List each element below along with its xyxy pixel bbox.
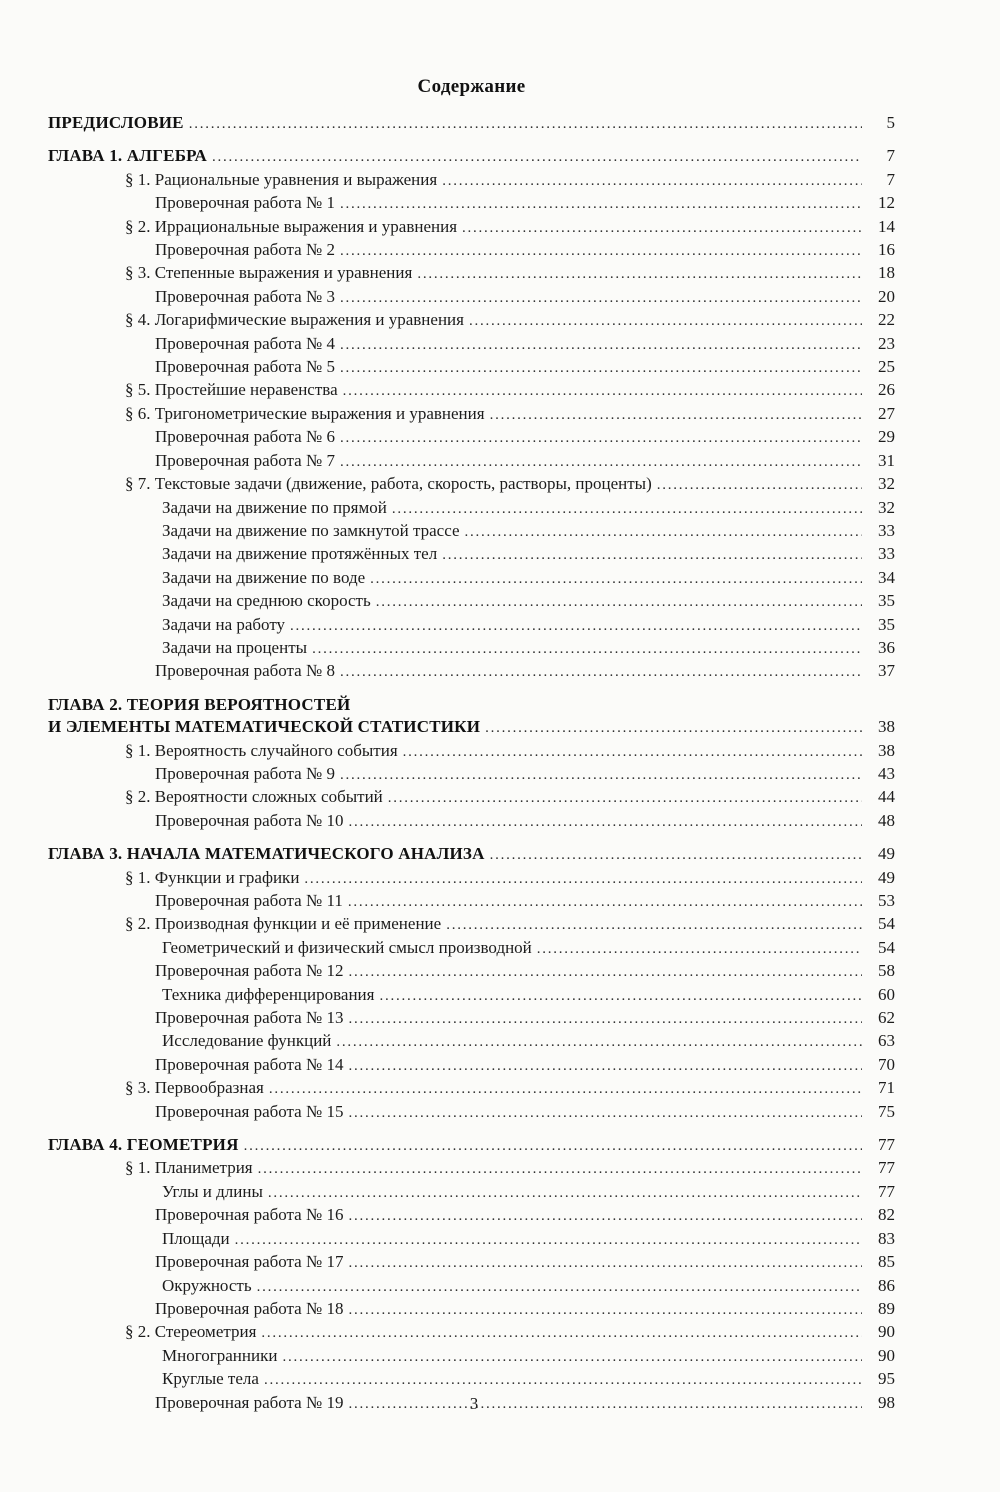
toc-entry <box>48 1321 895 1344</box>
toc-entry-label: ГЛАВА 4. ГЕОМЕТРИЯ <box>48 1135 239 1155</box>
toc-entry-label: Задачи на движение по воде <box>162 567 366 587</box>
dot-leader <box>348 1054 862 1077</box>
table-of-contents <box>48 76 895 1415</box>
toc-entry-page: 35 <box>878 614 895 634</box>
toc-entry-label: § 4. Логарифмические выражения и уравнения <box>125 310 464 330</box>
dot-leader <box>469 309 862 332</box>
toc-entry-page: 95 <box>878 1369 895 1389</box>
toc-entry-label: Задачи на работу <box>162 614 286 634</box>
toc-entry-label: Проверочная работа № 4 <box>155 333 335 353</box>
toc-entry <box>48 1275 895 1298</box>
toc-entry <box>48 1298 895 1321</box>
toc-entry <box>48 567 895 590</box>
toc-entry <box>48 984 895 1007</box>
dot-leader <box>340 450 862 473</box>
toc-entry-label: Проверочная работа № 2 <box>155 240 335 260</box>
toc-entry <box>48 867 895 890</box>
toc-entry-label: Техника дифференцирования <box>162 984 375 1004</box>
toc-entry-label: Проверочная работа № 16 <box>155 1205 344 1225</box>
toc-entry-page: 35 <box>878 591 895 611</box>
toc-entry-page: 37 <box>878 661 895 681</box>
toc-entry-page: 38 <box>878 717 895 737</box>
toc-entry-label: Круглые тела <box>162 1369 259 1389</box>
toc-entry-page: 16 <box>878 240 895 260</box>
toc-entry-page: 5 <box>886 113 895 132</box>
toc-entry-label: Углы и длины <box>162 1181 263 1201</box>
toc-entry-label: Проверочная работа № 14 <box>155 1054 344 1074</box>
toc-entry-page: 89 <box>878 1298 895 1318</box>
dot-leader <box>348 1298 862 1321</box>
toc-entry-page: 82 <box>878 1205 895 1225</box>
toc-entry-page: 29 <box>878 427 895 447</box>
dot-leader <box>485 716 862 739</box>
toc-entry <box>48 660 895 683</box>
toc-entry-page: 86 <box>878 1275 895 1295</box>
toc-entry <box>48 1007 895 1030</box>
toc-entry <box>48 309 895 332</box>
toc-entry <box>48 543 895 566</box>
toc-entry-page: 14 <box>878 216 895 236</box>
toc-entry-page: 62 <box>878 1008 895 1028</box>
toc-entry-label: Площади <box>162 1228 230 1248</box>
toc-entry <box>48 426 895 449</box>
toc-entry-label: § 6. Тригонометрические выражения и уравнения <box>125 403 485 423</box>
dot-leader <box>376 590 862 613</box>
toc-entry-page: 90 <box>878 1322 895 1342</box>
toc-entry-label: Проверочная работа № 1 <box>155 193 335 213</box>
toc-entry-label: Проверочная работа № 13 <box>155 1008 344 1028</box>
toc-entry <box>48 520 895 543</box>
toc-entry-page: 36 <box>878 637 895 657</box>
toc-entry <box>48 356 895 379</box>
toc-entry-page: 71 <box>878 1078 895 1098</box>
toc-entry-page: 25 <box>878 357 895 377</box>
toc-entry-page: 33 <box>878 544 895 564</box>
toc-entry <box>48 1077 895 1100</box>
toc-entry <box>48 1345 895 1368</box>
toc-entry <box>48 333 895 356</box>
dot-leader <box>392 497 862 520</box>
dot-leader <box>348 1204 862 1227</box>
dot-leader <box>340 286 862 309</box>
toc-entry-label: Проверочная работа № 19 <box>155 1392 344 1412</box>
toc-entry-label: § 2. Иррациональные выражения и уравнения <box>125 216 458 236</box>
toc-entry-page: 31 <box>878 450 895 470</box>
toc-entry <box>48 590 895 613</box>
dot-leader <box>312 637 862 660</box>
toc-entry <box>48 763 895 786</box>
toc-entry-page: 77 <box>878 1181 895 1201</box>
toc-entry <box>48 740 895 763</box>
toc-entry <box>48 810 895 833</box>
toc-entry-label: Проверочная работа № 11 <box>155 891 343 910</box>
toc-entry <box>48 403 895 426</box>
dot-leader <box>264 1368 862 1391</box>
toc-entry-label: Проверочная работа № 6 <box>155 427 335 447</box>
dot-leader <box>282 1345 862 1368</box>
toc-entry-label: Геометрический и физический смысл производной <box>162 937 532 957</box>
toc-entry-label: § 3. Степенные выражения и уравнения <box>125 263 413 283</box>
toc-entry-page: 85 <box>878 1252 895 1272</box>
dot-leader <box>379 984 862 1007</box>
toc-entry-page: 22 <box>878 310 895 330</box>
toc-entry-page: 54 <box>878 937 895 957</box>
toc-entry-page: 58 <box>878 961 895 981</box>
toc-entry-page: 12 <box>878 193 895 213</box>
dot-leader <box>268 1181 862 1204</box>
dot-leader <box>212 145 862 168</box>
toc-entry-label: § 1. Рациональные уравнения и выражения <box>125 169 438 189</box>
toc-entry-label: Проверочная работа № 3 <box>155 286 335 306</box>
toc-entry-label: Проверочная работа № 17 <box>155 1252 344 1272</box>
toc-entry-page: 60 <box>878 984 895 1004</box>
toc-entry <box>48 112 895 135</box>
toc-entry-label: § 2. Стереометрия <box>125 1322 257 1342</box>
toc-entry-label: Задачи на движение по прямой <box>162 497 387 517</box>
toc-entry-label: § 5. Простейшие неравенства <box>125 380 338 400</box>
toc-rows <box>48 112 895 1415</box>
toc-entry-page: 38 <box>878 740 895 760</box>
toc-entry <box>48 145 895 168</box>
toc-entry <box>48 450 895 473</box>
toc-entry-label: § 1. Вероятность случайного события <box>125 740 398 760</box>
toc-entry <box>48 1030 895 1053</box>
dot-leader <box>257 1275 862 1298</box>
toc-entry-label: Проверочная работа № 8 <box>155 661 335 681</box>
toc-entry <box>48 890 895 913</box>
dot-leader <box>348 1007 862 1030</box>
toc-entry-continuation <box>48 694 895 716</box>
toc-entry-page: 33 <box>878 520 895 540</box>
dot-leader <box>189 112 862 135</box>
toc-entry-page: 23 <box>878 333 895 353</box>
toc-entry-page: 90 <box>878 1345 895 1365</box>
dot-leader <box>490 403 862 426</box>
toc-entry <box>48 379 895 402</box>
dot-leader <box>348 810 862 833</box>
toc-entry-page: 54 <box>878 914 895 934</box>
toc-entry <box>48 716 895 739</box>
toc-entry-label: Задачи на движение по замкнутой трассе <box>162 520 460 540</box>
toc-entry <box>48 1181 895 1204</box>
dot-leader <box>417 262 862 285</box>
toc-entry-page: 49 <box>878 844 895 864</box>
toc-entry-label: Задачи на проценты <box>162 637 308 657</box>
toc-entry-page: 32 <box>878 497 895 517</box>
toc-entry <box>48 473 895 496</box>
dot-leader <box>235 1228 862 1251</box>
dot-leader <box>340 356 862 379</box>
dot-leader <box>244 1134 862 1157</box>
dot-leader <box>537 937 862 960</box>
toc-entry-label: § 3. Первообразная <box>125 1078 264 1098</box>
dot-leader <box>442 169 862 192</box>
toc-entry-page: 48 <box>878 810 895 830</box>
dot-leader <box>465 520 863 543</box>
dot-leader <box>269 1077 862 1100</box>
toc-entry-page: 77 <box>878 1135 895 1155</box>
toc-entry <box>48 1228 895 1251</box>
toc-entry <box>48 1157 895 1180</box>
dot-leader <box>348 890 862 913</box>
toc-entry-label: Проверочная работа № 15 <box>155 1101 344 1121</box>
toc-entry <box>48 239 895 262</box>
toc-entry-label: Исследование функций <box>162 1031 332 1051</box>
toc-entry <box>48 1251 895 1274</box>
dot-leader <box>340 239 862 262</box>
toc-entry-label: Многогранники <box>162 1345 278 1365</box>
toc-entry-page: 18 <box>878 263 895 283</box>
toc-entry <box>48 286 895 309</box>
toc-entry-label: ГЛАВА 3. НАЧАЛА МАТЕМАТИЧЕСКОГО АНАЛИЗА <box>48 844 485 864</box>
toc-entry-page: 44 <box>878 787 895 807</box>
toc-entry-label: § 2. Производная функции и её применение <box>125 914 442 934</box>
toc-entry <box>48 637 895 660</box>
toc-entry-page: 43 <box>878 763 895 783</box>
toc-entry-label: ПРЕДИСЛОВИЕ <box>48 113 184 132</box>
dot-leader <box>490 843 862 866</box>
toc-entry-page: 27 <box>878 403 895 423</box>
toc-entry-label: § 1. Функции и графики <box>125 867 300 887</box>
dot-leader <box>304 867 862 890</box>
dot-leader <box>442 543 862 566</box>
dot-leader <box>340 333 862 356</box>
toc-entry-page: 77 <box>878 1158 895 1178</box>
toc-entry-page: 49 <box>878 867 895 887</box>
toc-entry <box>48 1204 895 1227</box>
toc-entry-page: 53 <box>878 891 895 910</box>
toc-entry-label: Окружность <box>162 1275 252 1295</box>
dot-leader <box>340 763 862 786</box>
toc-entry <box>48 786 895 809</box>
toc-entry <box>48 960 895 983</box>
toc-entry-label: § 7. Текстовые задачи (движение, работа, скорость, растворы, проценты) <box>125 474 652 494</box>
toc-entry-page: 7 <box>886 146 895 166</box>
toc-entry <box>48 1054 895 1077</box>
toc-entry <box>48 1101 895 1124</box>
toc-entry-page: 63 <box>878 1031 895 1051</box>
toc-entry <box>48 192 895 215</box>
toc-entry <box>48 937 895 960</box>
toc-entry-page: 20 <box>878 286 895 306</box>
dot-leader <box>340 660 862 683</box>
dot-leader <box>403 740 862 763</box>
toc-entry <box>48 169 895 192</box>
toc-entry-label: Задачи на среднюю скорость <box>162 591 371 611</box>
dot-leader <box>348 1251 862 1274</box>
toc-entry-label: Проверочная работа № 12 <box>155 961 344 981</box>
toc-entry-page: 32 <box>878 474 895 494</box>
toc-entry-page: 70 <box>878 1054 895 1074</box>
toc-entry-label: ГЛАВА 2. ТЕОРИЯ ВЕРОЯТНОСТЕЙ <box>48 694 351 714</box>
dot-leader <box>462 216 862 239</box>
dot-leader <box>370 567 862 590</box>
dot-leader <box>340 192 862 215</box>
toc-entry <box>48 1368 895 1391</box>
toc-entry-label: Задачи на движение протяжённых тел <box>162 544 438 564</box>
toc-entry-page: 75 <box>878 1101 895 1121</box>
page-title: Содержание <box>417 76 526 97</box>
toc-entry-label: ГЛАВА 1. АЛГЕБРА <box>48 146 208 166</box>
toc-entry <box>48 216 895 239</box>
dot-leader <box>348 1101 862 1124</box>
toc-entry <box>48 262 895 285</box>
toc-entry-label: Проверочная работа № 18 <box>155 1298 344 1318</box>
toc-entry-label: Проверочная работа № 5 <box>155 357 335 377</box>
toc-entry-label: Проверочная работа № 9 <box>155 763 335 783</box>
dot-leader <box>290 614 862 637</box>
toc-entry <box>48 843 895 866</box>
toc-entry <box>48 913 895 936</box>
toc-entry-label: И ЭЛЕМЕНТЫ МАТЕМАТИЧЕСКОЙ СТАТИСТИКИ <box>48 717 481 737</box>
toc-entry-page: 7 <box>886 169 895 189</box>
dot-leader <box>657 473 862 496</box>
toc-entry-page: 83 <box>878 1228 895 1248</box>
toc-entry-label: § 2. Вероятности сложных событий <box>125 787 383 807</box>
dot-leader <box>348 960 862 983</box>
toc-entry-label: Проверочная работа № 7 <box>155 450 335 470</box>
toc-entry-page: 26 <box>878 380 895 400</box>
dot-leader <box>261 1321 862 1344</box>
dot-leader <box>336 1030 862 1053</box>
toc-entry <box>48 614 895 637</box>
toc-entry-label: § 1. Планиметрия <box>125 1158 253 1178</box>
toc-entry-page: 98 <box>878 1392 895 1412</box>
dot-leader <box>388 786 862 809</box>
dot-leader <box>446 913 862 936</box>
toc-entry <box>48 1134 895 1157</box>
folio-page-number: 3 <box>469 1394 479 1413</box>
toc-entry <box>48 497 895 520</box>
dot-leader <box>343 379 862 402</box>
dot-leader <box>340 426 862 449</box>
dot-leader <box>258 1157 862 1180</box>
toc-entry-label: Проверочная работа № 10 <box>155 810 344 830</box>
toc-entry-page: 34 <box>878 567 895 587</box>
